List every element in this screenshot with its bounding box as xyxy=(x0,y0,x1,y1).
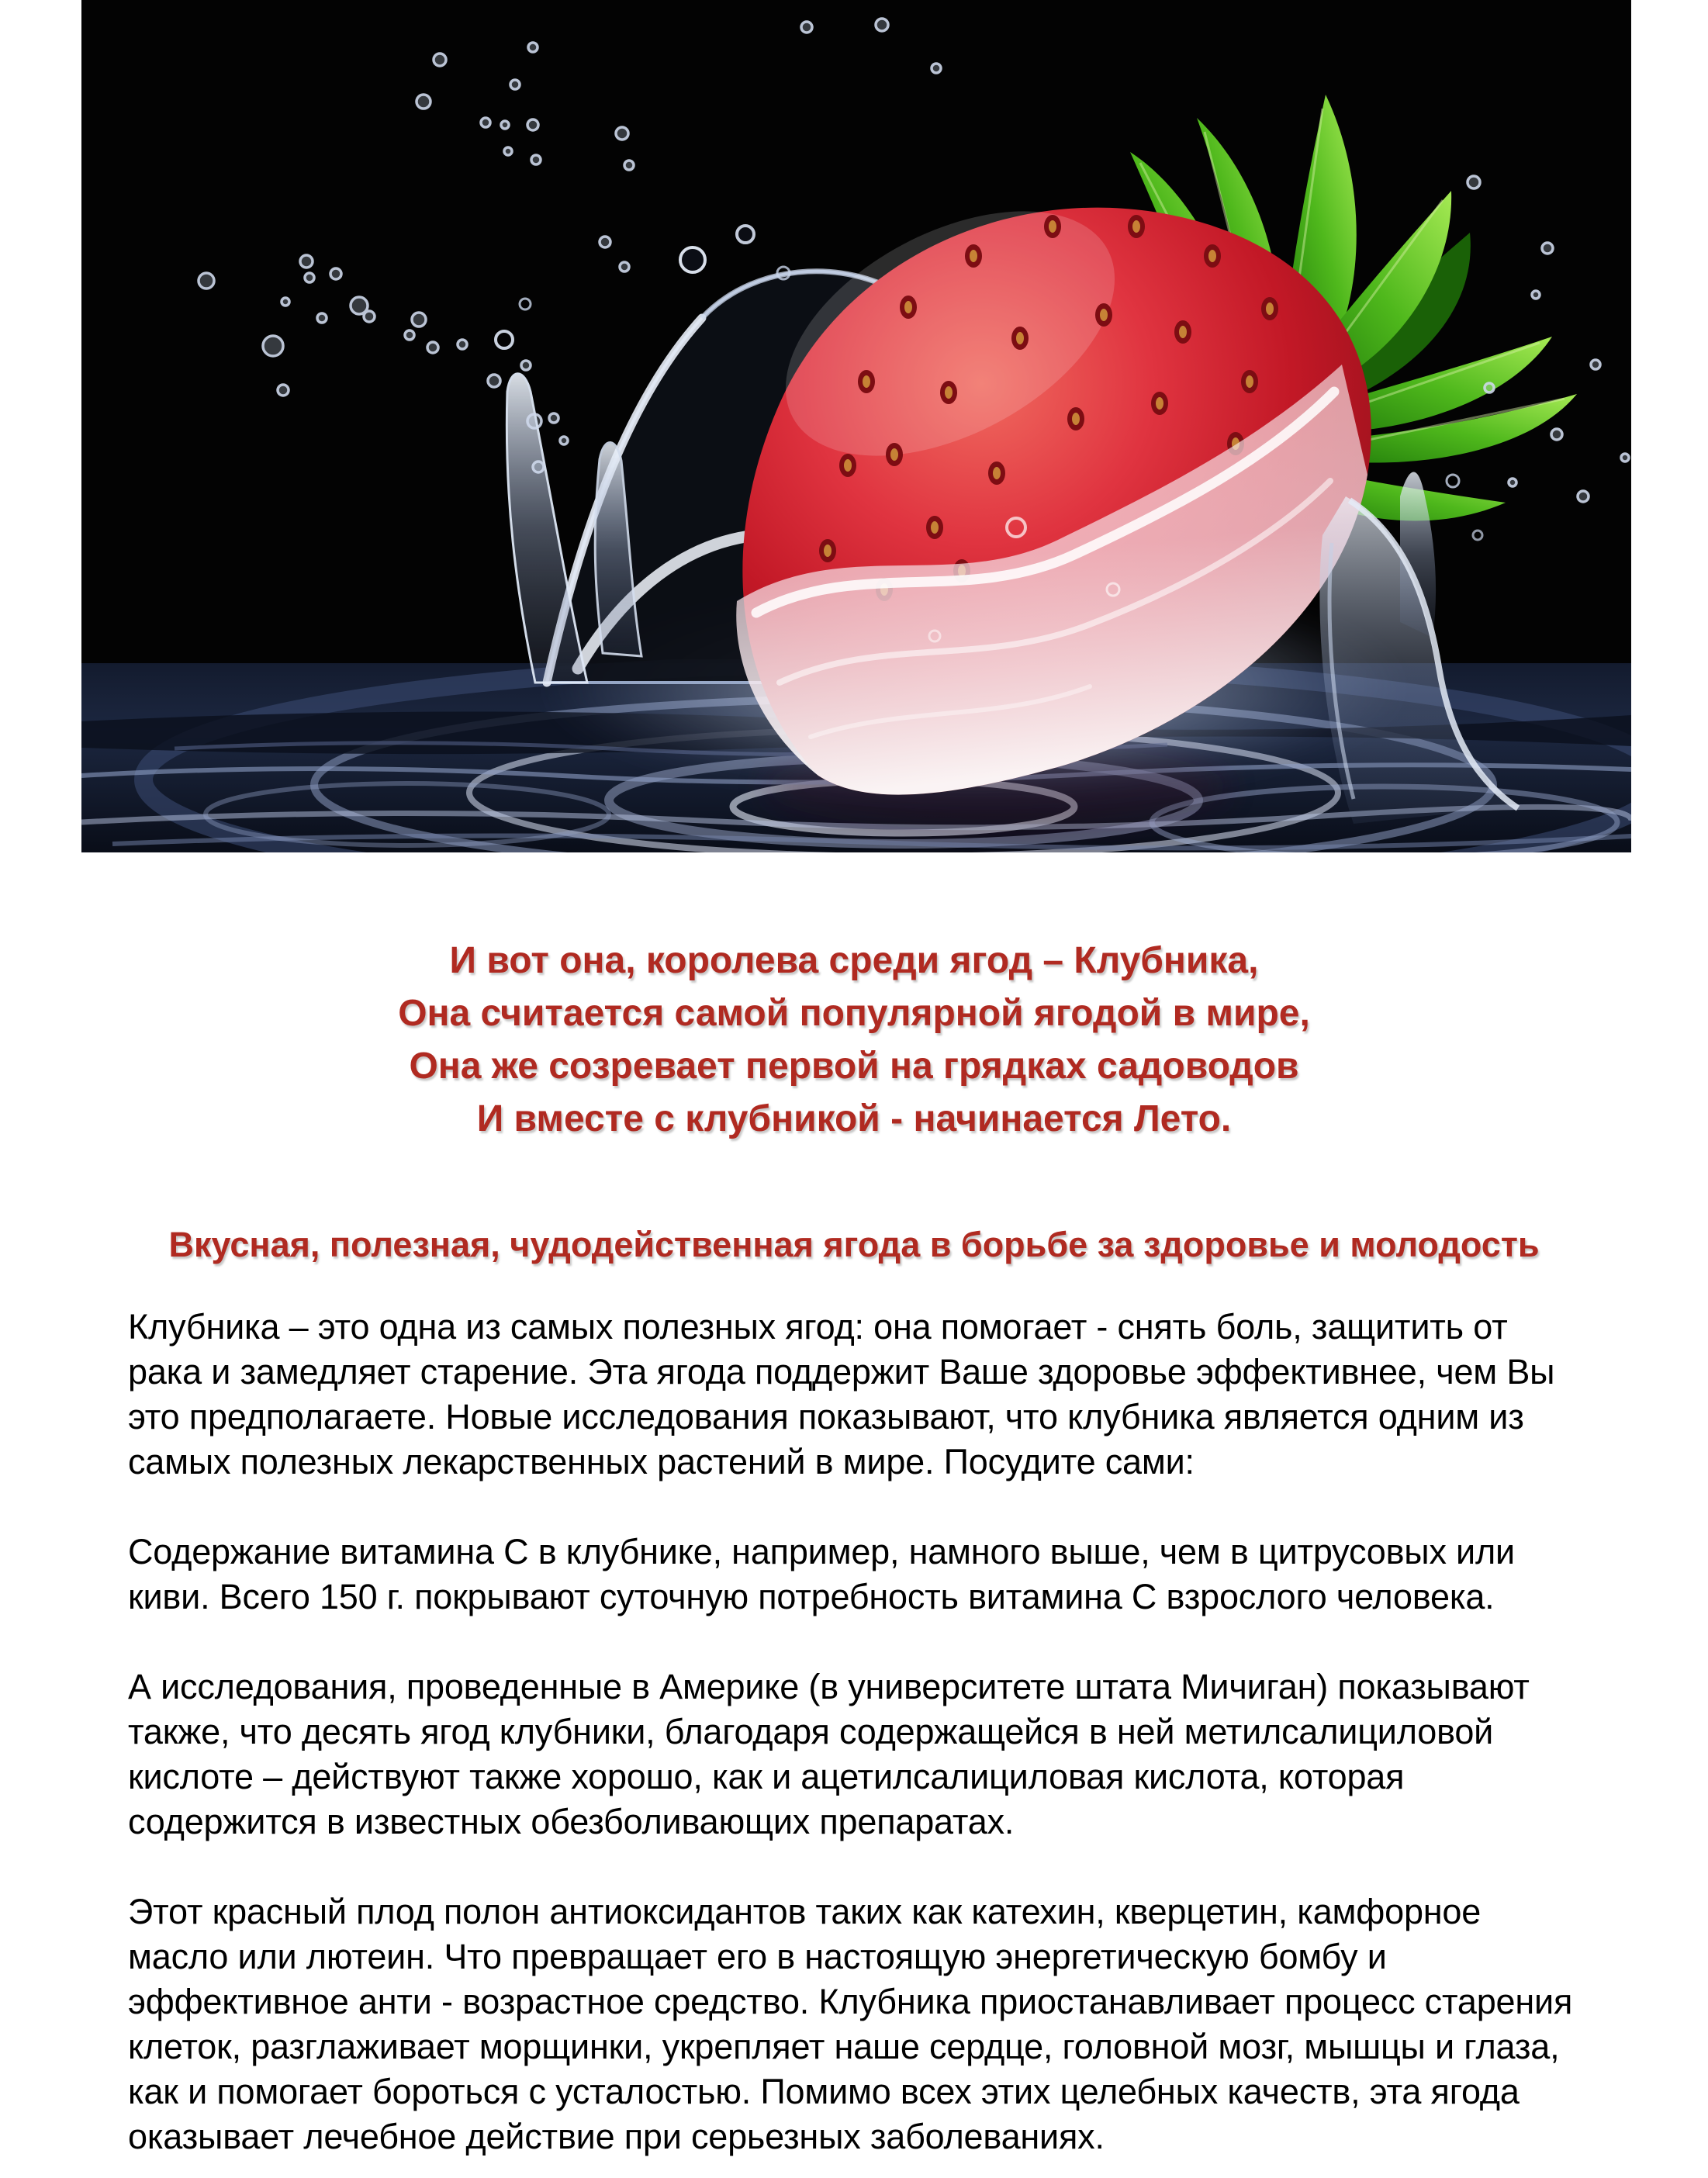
article-body xyxy=(128,1305,1588,2178)
poem-heading-line: Она считается самой популярной ягодой в мире, xyxy=(398,993,1310,1034)
poem-heading-line: Она же созревает первой на грядках садоводов xyxy=(409,1046,1299,1087)
poem-heading-line: И вот она, королева среди ягод – Клубника, xyxy=(449,940,1259,981)
body-paragraph: Этот красный плод полон антиоксидантов таких как катехин, кверцетин, камфорное масло или лютеин. Что превращает его в настоящую энергетическую бомбу и эффективное анти - возрастное средство. Клубника приостанавливает процесс старения клеток, разглаживает морщинки, укрепляет наше сердце, головной мозг, мышцы и глаза, как и помогает бороться с усталостью. Помимо всех этих целебных качеств, эта ягода оказывает лечебное действие при серьезных заболеваниях. xyxy=(128,1892,1573,2156)
poem-heading xyxy=(0,935,1708,1146)
body-paragraph: Содержание витамина С в клубнике, например, намного выше, чем в цитрусовых или киви. Всего 150 г. покрывают суточную потребность витамина С взрослого человека. xyxy=(128,1532,1515,1616)
body-paragraph: Клубника – это одна из самых полезных ягод: она помогает - снять боль, защитить от рака и замедляет старение. Эта ягода поддержит Ваше здоровье эффективнее, чем Вы это предполагаете. Новые исследования показывают, что клубника является одним из самых полезных лекарственных растений в мире. Посудите сами: xyxy=(128,1307,1555,1481)
section-subheading: Вкусная, полезная, чудодейственная ягода в борьбе за здоровье и молодость xyxy=(168,1225,1540,1264)
strawberry-splash-graphic xyxy=(81,0,1631,852)
strawberry-splash-photo xyxy=(81,0,1631,852)
poem-heading-line: И вместе с клубникой - начинается Лето. xyxy=(476,1098,1232,1139)
body-paragraph: А исследования, проведенные в Америке (в университете штата Мичиган) показывают также, что десять ягод клубники, благодаря содержащейся в ней метилсалициловой кислоте – действуют также хорошо, как и ацетилсалициловая кислота, которая содержится в известных обезболивающих препаратах. xyxy=(128,1667,1530,1841)
